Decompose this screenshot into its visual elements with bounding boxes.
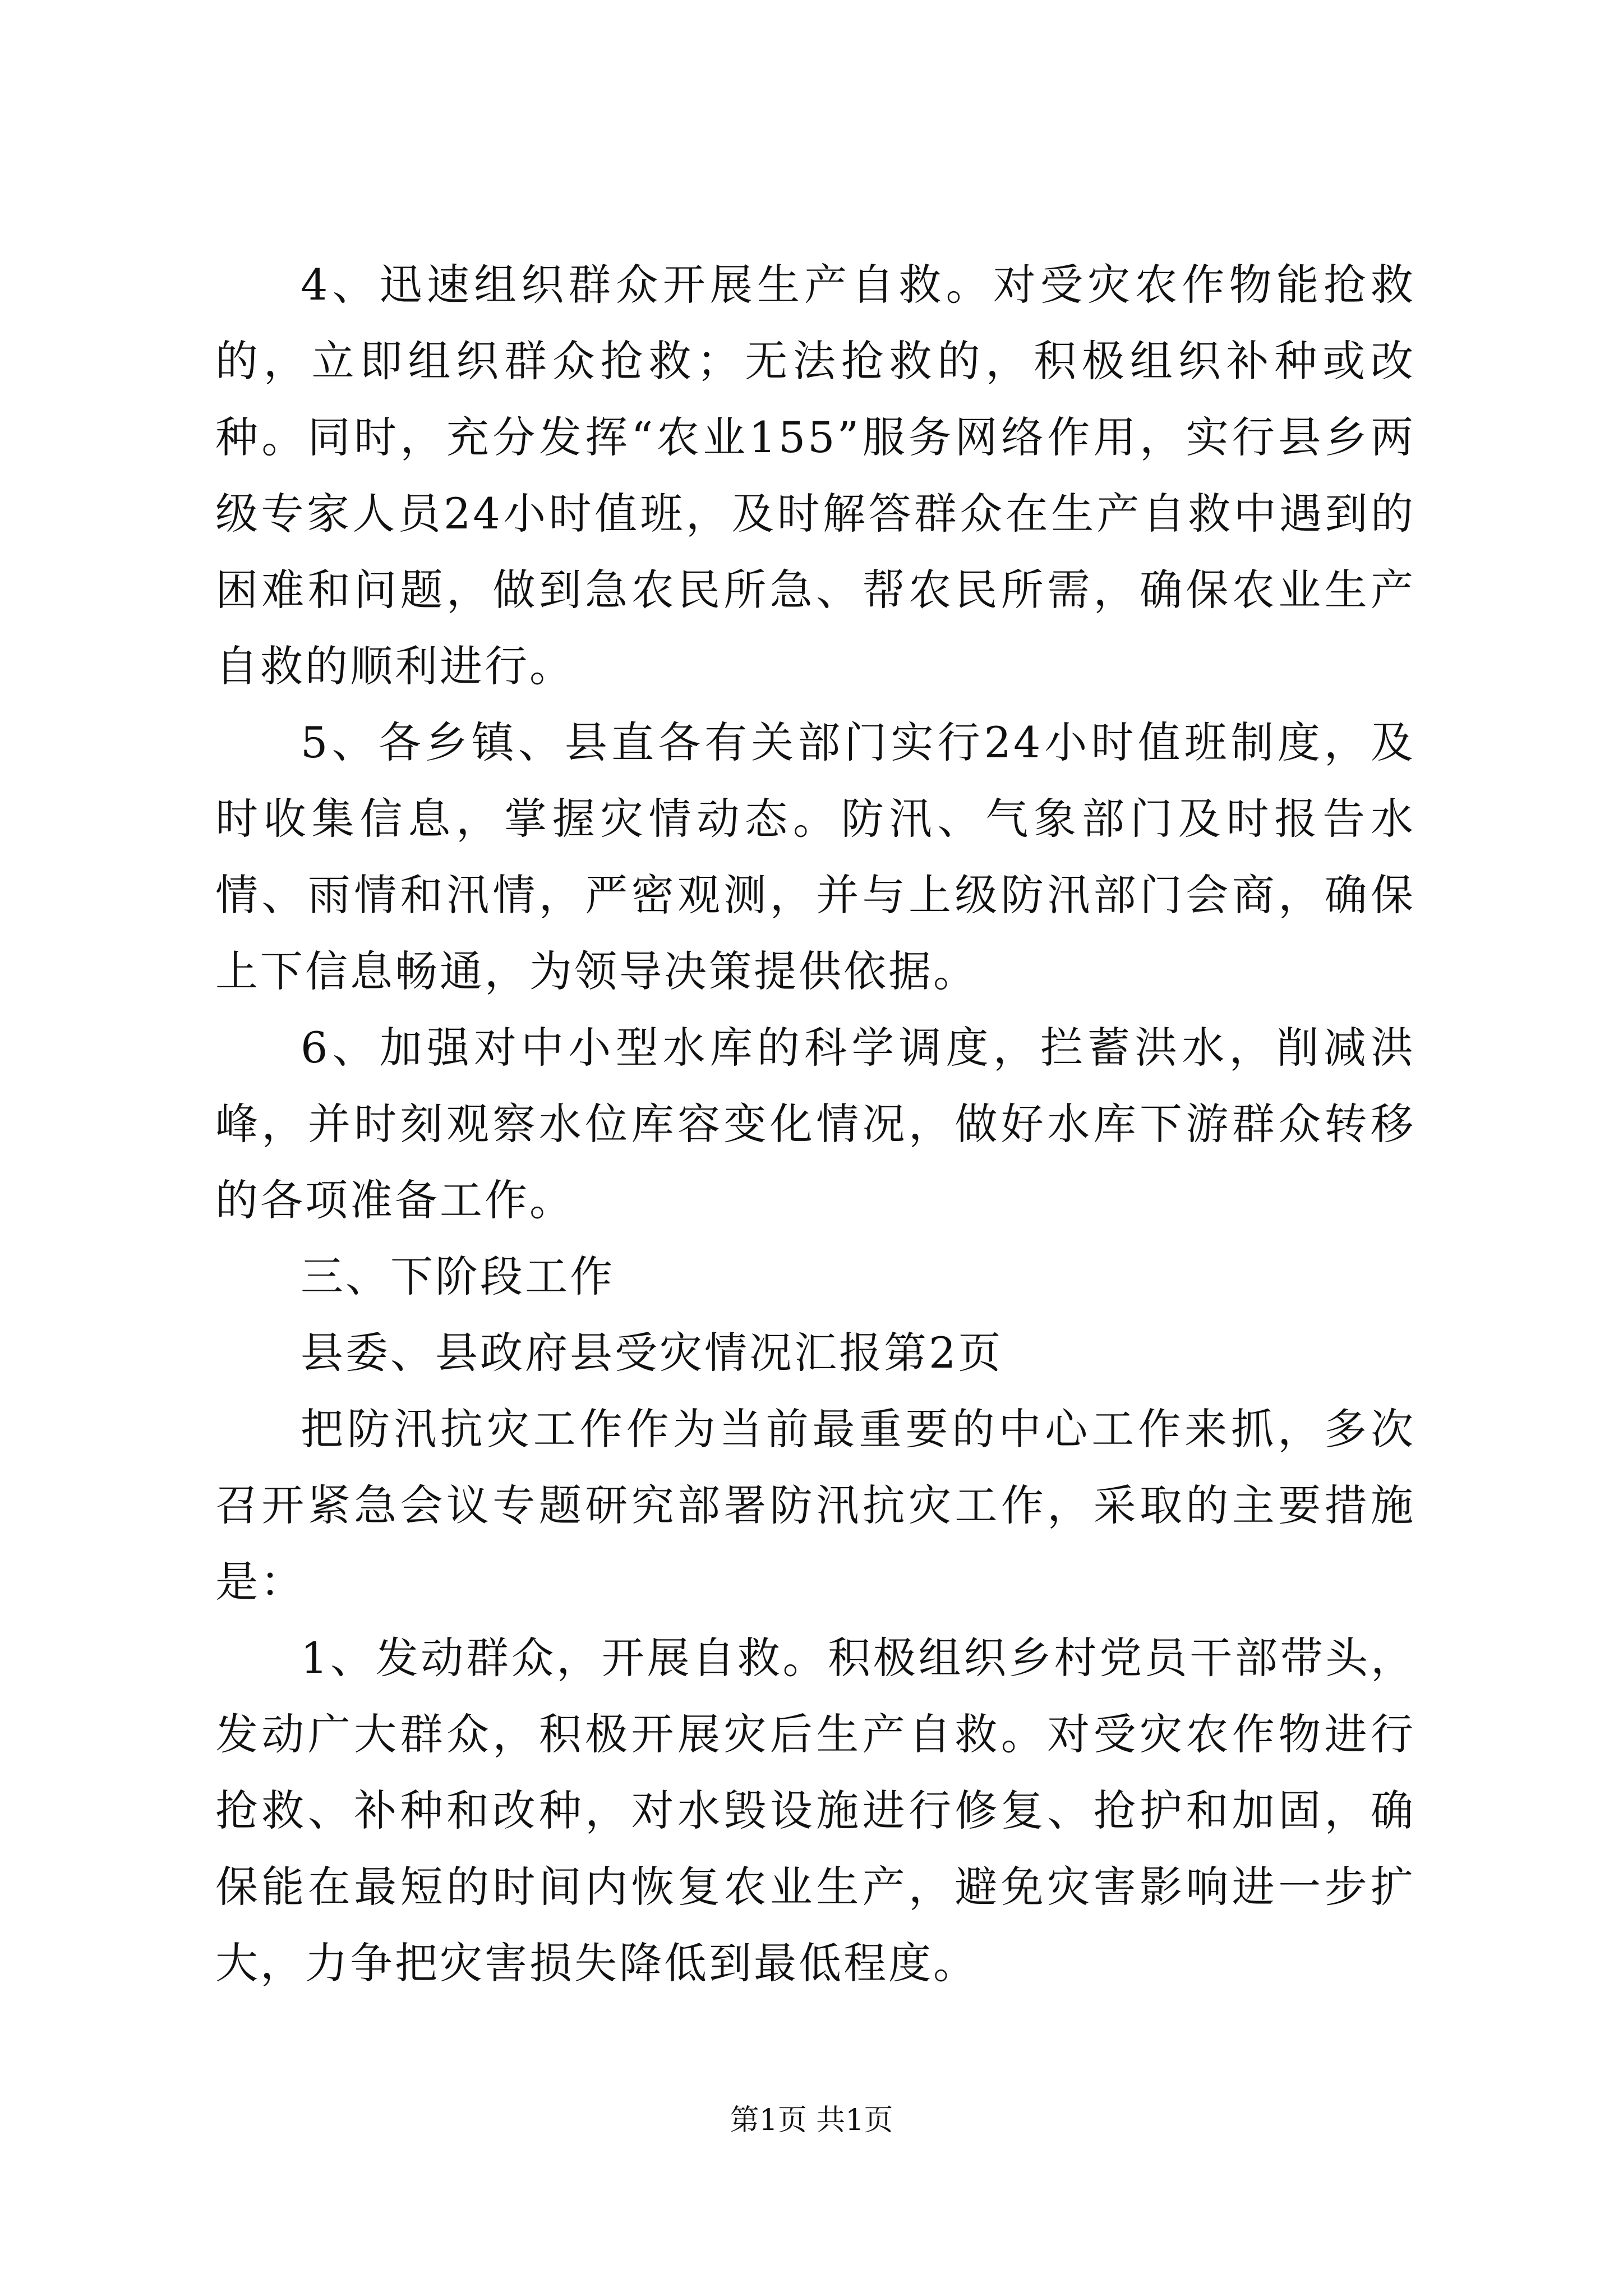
- section-heading: 三、下阶段工作: [301, 1251, 615, 1301]
- page-footer: 第1页 共1页: [730, 2104, 893, 2137]
- paragraph-item-4: 4、迅速组织群众开展生产自救。对受灾农作物能抢救的，立即组织群众抢救；无法抢救的，积极组织补种或改种。同时，充分发挥“农业155”服务网络作用，实行县乡两级专家人员24小时值班，及时解答群众在生产自救中遇到的困难和问题，做到急农民所急、帮农民所需，确保农业生产自救的顺利进行。: [215, 260, 1415, 691]
- page-title-line: 县委、县政府县受灾情况汇报第2页: [301, 1328, 1003, 1378]
- paragraph-intro: 把防汛抗灾工作作为当前最重要的中心工作来抓，多次召开紧急会议专题研究部署防汛抗灾工作，采取的主要措施是：: [215, 1404, 1415, 1607]
- document-body: [215, 247, 1415, 2001]
- paragraph-item-6: 6、加强对中小型水库的科学调度，拦蓄洪水，削减洪峰，并时刻观察水位库容变化情况，做好水库下游群众转移的各项准备工作。: [215, 1023, 1415, 1225]
- paragraph-item-1: 1、发动群众，开展自救。积极组织乡村党员干部带头，发动广大群众，积极开展灾后生产自救。对受灾农作物进行抢救、补种和改种，对水毁设施进行修复、抢护和加固，确保能在最短的时间内恢复农业生产，避免灾害影响进一步扩大，力争把灾害损失降低到最低程度。: [215, 1633, 1415, 1988]
- paragraph-item-5: 5、各乡镇、县直各有关部门实行24小时值班制度，及时收集信息，掌握灾情动态。防汛、气象部门及时报告水情、雨情和汛情，严密观测，并与上级防汛部门会商，确保上下信息畅通，为领导决策提供依据。: [215, 717, 1415, 996]
